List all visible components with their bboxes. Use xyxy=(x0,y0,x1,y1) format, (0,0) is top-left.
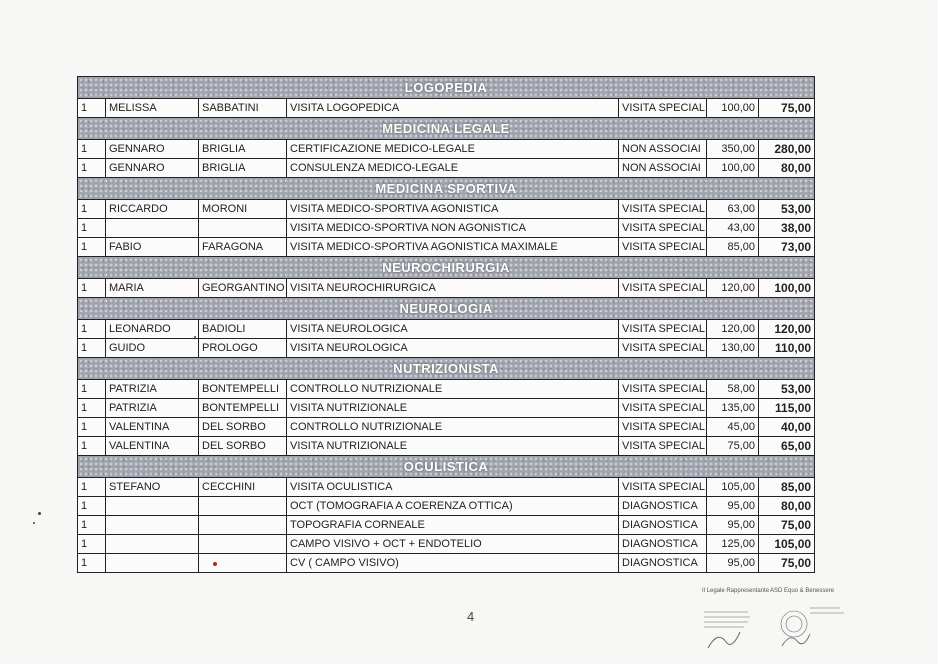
quantity-cell: 1 xyxy=(78,380,106,399)
service-cell: CV ( CAMPO VISIVO) xyxy=(287,554,619,573)
discounted-price-cell: 100,00 xyxy=(759,279,815,298)
table-row xyxy=(78,535,815,554)
table-row xyxy=(78,159,815,178)
price-cell: 100,00 xyxy=(707,99,759,118)
section-header-row xyxy=(78,178,815,200)
discounted-price-cell: 80,00 xyxy=(759,159,815,178)
table-row xyxy=(78,140,815,159)
last-name-cell xyxy=(199,535,287,554)
discounted-price-cell: 65,00 xyxy=(759,437,815,456)
section-header-row xyxy=(78,298,815,320)
quantity-cell: 1 xyxy=(78,399,106,418)
price-cell: 130,00 xyxy=(707,339,759,358)
quantity-cell: 1 xyxy=(78,279,106,298)
service-cell: VISITA MEDICO-SPORTIVA NON AGONISTICA xyxy=(287,219,619,238)
scan-speck xyxy=(194,336,196,338)
price-cell: 58,00 xyxy=(707,380,759,399)
quantity-cell: 1 xyxy=(78,437,106,456)
price-cell: 45,00 xyxy=(707,418,759,437)
first-name-cell xyxy=(106,219,199,238)
section-title: NUTRIZIONISTA xyxy=(78,358,815,380)
first-name-cell: PATRIZIA xyxy=(106,399,199,418)
category-cell: VISITA SPECIAL xyxy=(619,219,707,238)
stamp-left-heading: Il Legale Rappresentante xyxy=(702,588,770,594)
first-name-cell xyxy=(106,516,199,535)
quantity-cell: 1 xyxy=(78,159,106,178)
price-cell: 120,00 xyxy=(707,279,759,298)
discounted-price-cell: 120,00 xyxy=(759,320,815,339)
table-row xyxy=(78,478,815,497)
quantity-cell: 1 xyxy=(78,219,106,238)
quantity-cell: 1 xyxy=(78,238,106,257)
last-name-cell: BADIOLI xyxy=(199,320,287,339)
discounted-price-cell: 75,00 xyxy=(759,516,815,535)
category-cell: VISITA SPECIAL xyxy=(619,339,707,358)
table-row xyxy=(78,279,815,298)
category-cell: DIAGNOSTICA xyxy=(619,554,707,573)
scan-speck xyxy=(213,562,217,566)
category-cell: VISITA SPECIAL xyxy=(619,418,707,437)
price-cell: 350,00 xyxy=(707,140,759,159)
table-row xyxy=(78,380,815,399)
signature-stamp xyxy=(702,586,852,658)
discounted-price-cell: 38,00 xyxy=(759,219,815,238)
first-name-cell xyxy=(106,554,199,573)
price-cell: 95,00 xyxy=(707,516,759,535)
category-cell: VISITA SPECIAL xyxy=(619,238,707,257)
section-header-row xyxy=(78,118,815,140)
price-cell: 105,00 xyxy=(707,478,759,497)
last-name-cell: GEORGANTINO xyxy=(199,279,287,298)
service-cell: VISITA NUTRIZIONALE xyxy=(287,399,619,418)
last-name-cell xyxy=(199,516,287,535)
table-row xyxy=(78,497,815,516)
section-title: MEDICINA SPORTIVA xyxy=(78,178,815,200)
price-cell: 85,00 xyxy=(707,238,759,257)
category-cell: NON ASSOCIAI xyxy=(619,159,707,178)
last-name-cell xyxy=(199,219,287,238)
table-row xyxy=(78,339,815,358)
last-name-cell: BONTEMPELLI xyxy=(199,380,287,399)
price-cell: 125,00 xyxy=(707,535,759,554)
discounted-price-cell: 280,00 xyxy=(759,140,815,159)
service-cell: VISITA NEUROLOGICA xyxy=(287,320,619,339)
discounted-price-cell: 115,00 xyxy=(759,399,815,418)
service-cell: VISITA NEUROCHIRURGICA xyxy=(287,279,619,298)
last-name-cell: BRIGLIA xyxy=(199,159,287,178)
price-list-body xyxy=(78,77,815,573)
section-title: NEUROCHIRURGIA xyxy=(78,257,815,279)
last-name-cell: DEL SORBO xyxy=(199,437,287,456)
first-name-cell: GENNARO xyxy=(106,140,199,159)
category-cell: VISITA SPECIAL xyxy=(619,279,707,298)
price-cell: 95,00 xyxy=(707,497,759,516)
last-name-cell: MORONI xyxy=(199,200,287,219)
service-cell: CONTROLLO NUTRIZIONALE xyxy=(287,418,619,437)
price-cell: 43,00 xyxy=(707,219,759,238)
first-name-cell: RICCARDO xyxy=(106,200,199,219)
last-name-cell: PROLOGO xyxy=(199,339,287,358)
category-cell: VISITA SPECIAL xyxy=(619,380,707,399)
discounted-price-cell: 75,00 xyxy=(759,99,815,118)
category-cell: DIAGNOSTICA xyxy=(619,516,707,535)
category-cell: DIAGNOSTICA xyxy=(619,497,707,516)
last-name-cell: DEL SORBO xyxy=(199,418,287,437)
service-cell: VISITA NUTRIZIONALE xyxy=(287,437,619,456)
scan-speck xyxy=(38,512,41,515)
price-list-table xyxy=(77,76,815,573)
category-cell: VISITA SPECIAL xyxy=(619,437,707,456)
discounted-price-cell: 80,00 xyxy=(759,497,815,516)
page-number: 4 xyxy=(467,609,475,624)
table-row xyxy=(78,200,815,219)
service-cell: VISITA MEDICO-SPORTIVA AGONISTICA MAXIMALE xyxy=(287,238,619,257)
quantity-cell: 1 xyxy=(78,478,106,497)
section-header-row xyxy=(78,456,815,478)
service-cell: CONTROLLO NUTRIZIONALE xyxy=(287,380,619,399)
service-cell: CERTIFICAZIONE MEDICO-LEGALE xyxy=(287,140,619,159)
discounted-price-cell: 73,00 xyxy=(759,238,815,257)
discounted-price-cell: 40,00 xyxy=(759,418,815,437)
price-cell: 75,00 xyxy=(707,437,759,456)
first-name-cell: MELISSA xyxy=(106,99,199,118)
category-cell: VISITA SPECIAL xyxy=(619,200,707,219)
section-title: NEUROLOGIA xyxy=(78,298,815,320)
quantity-cell: 1 xyxy=(78,339,106,358)
category-cell: VISITA SPECIAL xyxy=(619,399,707,418)
price-cell: 135,00 xyxy=(707,399,759,418)
discounted-price-cell: 105,00 xyxy=(759,535,815,554)
last-name-cell: FARAGONA xyxy=(199,238,287,257)
price-list-table-wrapper xyxy=(77,76,814,573)
first-name-cell: LEONARDO xyxy=(106,320,199,339)
quantity-cell: 1 xyxy=(78,516,106,535)
table-row xyxy=(78,554,815,573)
service-cell: CONSULENZA MEDICO-LEGALE xyxy=(287,159,619,178)
table-row xyxy=(78,320,815,339)
service-cell: TOPOGRAFIA CORNEALE xyxy=(287,516,619,535)
first-name-cell: VALENTINA xyxy=(106,418,199,437)
table-row xyxy=(78,219,815,238)
category-cell: VISITA SPECIAL xyxy=(619,478,707,497)
table-row xyxy=(78,399,815,418)
table-row xyxy=(78,238,815,257)
price-cell: 63,00 xyxy=(707,200,759,219)
stamp-seal-icon xyxy=(702,586,852,656)
first-name-cell xyxy=(106,535,199,554)
section-header-row xyxy=(78,257,815,279)
first-name-cell: FABIO xyxy=(106,238,199,257)
last-name-cell: CECCHINI xyxy=(199,478,287,497)
section-header-row xyxy=(78,358,815,380)
quantity-cell: 1 xyxy=(78,99,106,118)
quantity-cell: 1 xyxy=(78,418,106,437)
price-cell: 100,00 xyxy=(707,159,759,178)
table-row xyxy=(78,418,815,437)
last-name-cell: BRIGLIA xyxy=(199,140,287,159)
category-cell: VISITA SPECIAL xyxy=(619,320,707,339)
stamp-right-heading: ASD Equo & Benessere xyxy=(770,588,835,594)
quantity-cell: 1 xyxy=(78,320,106,339)
service-cell: OCT (TOMOGRAFIA A COERENZA OTTICA) xyxy=(287,497,619,516)
table-row xyxy=(78,99,815,118)
scan-speck xyxy=(33,522,35,524)
quantity-cell: 1 xyxy=(78,497,106,516)
section-title: LOGOPEDIA xyxy=(78,77,815,99)
category-cell: NON ASSOCIAI xyxy=(619,140,707,159)
last-name-cell: SABBATINI xyxy=(199,99,287,118)
quantity-cell: 1 xyxy=(78,140,106,159)
section-title: MEDICINA LEGALE xyxy=(78,118,815,140)
first-name-cell xyxy=(106,497,199,516)
quantity-cell: 1 xyxy=(78,200,106,219)
quantity-cell: 1 xyxy=(78,554,106,573)
first-name-cell: GENNARO xyxy=(106,159,199,178)
discounted-price-cell: 53,00 xyxy=(759,200,815,219)
service-cell: CAMPO VISIVO + OCT + ENDOTELIO xyxy=(287,535,619,554)
section-header-row xyxy=(78,77,815,99)
service-cell: VISITA NEUROLOGICA xyxy=(287,339,619,358)
discounted-price-cell: 85,00 xyxy=(759,478,815,497)
table-row xyxy=(78,437,815,456)
table-row xyxy=(78,516,815,535)
discounted-price-cell: 53,00 xyxy=(759,380,815,399)
first-name-cell: PATRIZIA xyxy=(106,380,199,399)
price-cell: 120,00 xyxy=(707,320,759,339)
price-cell: 95,00 xyxy=(707,554,759,573)
category-cell: VISITA SPECIAL xyxy=(619,99,707,118)
first-name-cell: VALENTINA xyxy=(106,437,199,456)
service-cell: VISITA MEDICO-SPORTIVA AGONISTICA xyxy=(287,200,619,219)
first-name-cell: GUIDO xyxy=(106,339,199,358)
discounted-price-cell: 110,00 xyxy=(759,339,815,358)
category-cell: DIAGNOSTICA xyxy=(619,535,707,554)
section-title: OCULISTICA xyxy=(78,456,815,478)
discounted-price-cell: 75,00 xyxy=(759,554,815,573)
last-name-cell: BONTEMPELLI xyxy=(199,399,287,418)
service-cell: VISITA LOGOPEDICA xyxy=(287,99,619,118)
service-cell: VISITA OCULISTICA xyxy=(287,478,619,497)
first-name-cell: STEFANO xyxy=(106,478,199,497)
last-name-cell xyxy=(199,497,287,516)
quantity-cell: 1 xyxy=(78,535,106,554)
last-name-cell xyxy=(199,554,287,573)
first-name-cell: MARIA xyxy=(106,279,199,298)
